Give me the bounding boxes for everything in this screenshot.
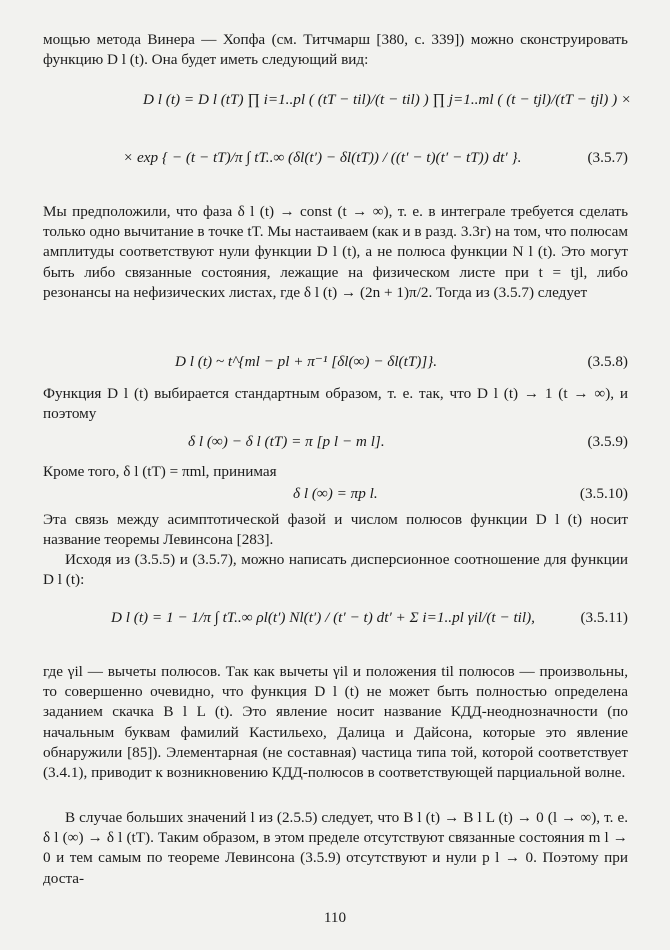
equation-3-5-7-line1 [43, 74, 632, 132]
equation-3-5-7-line2-formula: × exp { − (t − tT)/π ∫ tT..∞ (δl(t′) − δl(tT)) / ((t′ − t)(t′ − tT)) dt′ }. [123, 149, 522, 166]
paragraph-intro [43, 30, 628, 70]
equation-3-5-10-number: (3.5.10) [579, 485, 628, 502]
equation-3-5-7-line1-formula: D l (t) = D l (tT) ∏ i=1..pl ( (tT − til)/(t − til) ) ∏ j=1..ml ( (t − tjl)/(tT − tjl) ) × [143, 91, 632, 108]
equation-3-5-11-formula: D l (t) = 1 − 1/π ∫ tT..∞ ρl(t′) Nl(t′) / (t′ − t) dt′ + Σ i=1..pl γil/(t − til), [111, 609, 535, 626]
paragraph-starting-text: Исходя из (3.5.5) и (3.5.7), можно написать дисперсионное соотношение для функции D l (t): [43, 551, 628, 589]
paragraph-assumption-text: Мы предположили, что фаза δ l (t) → const (t → ∞), т. е. в интеграле требуется сделать только одно вычитание в точке tT. Мы настаиваем (как и в разд. 3.3г) на том, что полюсам амплитуды соответствуют нули функции D l (t), а не полюса функции N l (t). Это могут быть либо связанные состояния, лежащие на физическом листе при t = tjl, либо резонансы на нефизических листах, где δ l (t) → (2n + 1)π/2. Тогда из (3.5.7) следует [43, 203, 628, 301]
equation-3-5-8-formula: D l (t) ~ t^{ml − pl + π⁻¹ [δl(∞) − δl(tT)]}. [175, 353, 438, 370]
equation-3-5-7-line2 [43, 132, 628, 194]
equation-3-5-11 [43, 592, 628, 654]
equation-3-5-9-number: (3.5.9) [587, 433, 628, 450]
equation-3-5-9 [43, 424, 628, 464]
paragraph-levinson [43, 510, 628, 550]
paragraph-where [43, 662, 628, 783]
equation-3-5-10-formula: δ l (∞) = πp l. [293, 485, 378, 502]
paragraph-besides-text: Кроме того, δ l (tT) = πml, принимая [43, 463, 277, 480]
equation-3-5-11-number: (3.5.11) [580, 609, 628, 626]
paragraph-large-l-text: В случае больших значений l из (2.5.5) следует, что B l (t) → B l L (t) → 0 (l → ∞), т. е. δ l (∞) → δ l (tT). Таким образом, в этом пределе отсутствуют связанные состояния m l → 0 и тем самым по теореме Левинсона (3.5.9) отсутствуют и нули p l → 0. Поэтому при доста- [43, 809, 628, 887]
equation-3-5-7-number: (3.5.7) [587, 149, 628, 166]
equation-3-5-8-number: (3.5.8) [587, 353, 628, 370]
equation-3-5-9-formula: δ l (∞) − δ l (tT) = π [p l − m l]. [188, 433, 385, 450]
paragraph-intro-text: мощью метода Винера — Хопфа (см. Титчмарш [380, с. 339]) можно сконструировать функцию D l (t). Она будет иметь следующий вид: [43, 31, 628, 69]
paragraph-levinson-text: Эта связь между асимптотической фазой и числом полюсов функции D l (t) носит название теоремы Левинсона [283]. [43, 511, 628, 549]
paragraph-where-text: где γil — вычеты полюсов. Так как вычеты γil и положения til полюсов — произвольны, то совершенно очевидно, что функция D l (t) не может быть полностью определена заданием скачка B l L (t). Это явление носит название КДД-неоднозначности (по начальным буквам фамилий Кастильехо, Далица и Дайсона, которые это явление обнаружили [85]). Элементарная (не составная) частица типа той, которой соответствует (3.4.1), приводит к возникновению КДД-полюсов в соответствующей парциальной волне. [43, 663, 628, 782]
paragraph-function [43, 384, 628, 424]
paragraph-assumption [43, 202, 628, 303]
paragraph-function-text: Функция D l (t) выбирается стандартным образом, т. е. так, что D l (t) → 1 (t → ∞), и поэтому [43, 385, 628, 423]
paragraph-large-l [43, 808, 628, 889]
paragraph-starting [43, 550, 628, 590]
page-number: 110 [323, 909, 347, 926]
equation-3-5-8 [43, 344, 628, 384]
